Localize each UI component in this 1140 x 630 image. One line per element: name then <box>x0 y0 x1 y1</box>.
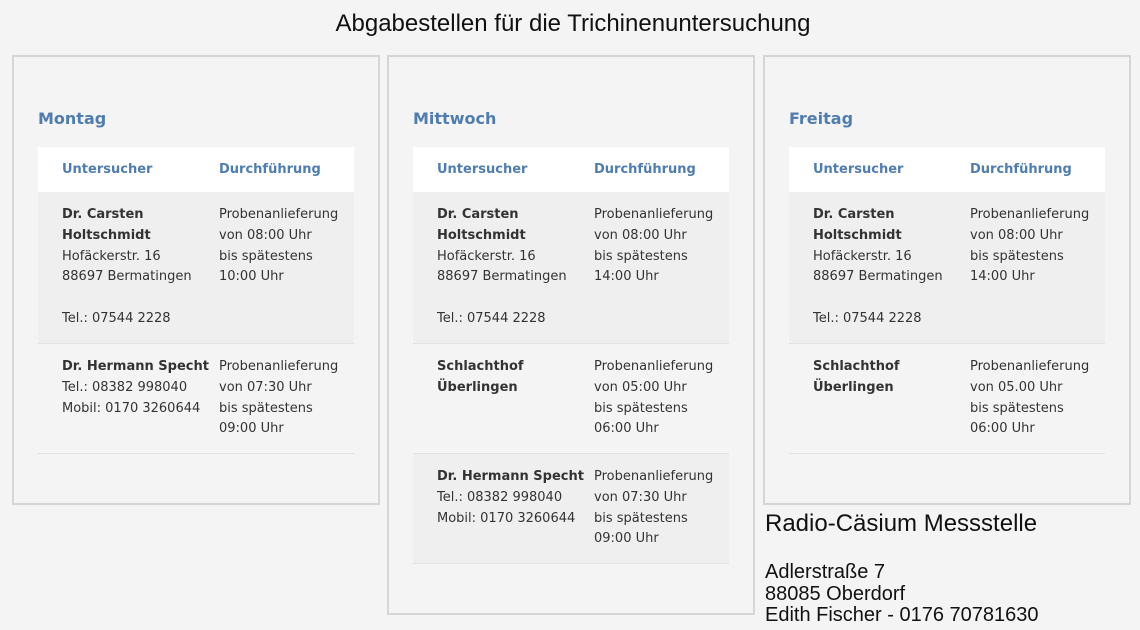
examiner-line: Überlingen <box>437 379 518 395</box>
execution-cell <box>594 357 729 440</box>
day-heading: Mittwoch <box>413 109 497 128</box>
execution-line: Probenanlieferung <box>594 207 714 222</box>
table-header <box>413 147 729 192</box>
execution-line: Probenanlieferung <box>219 207 339 222</box>
day-heading: Freitag <box>789 109 854 128</box>
column-header-examiner: Untersucher <box>62 162 153 177</box>
execution-cell <box>219 205 354 288</box>
examiner-line: Holtschmidt <box>437 227 526 243</box>
column-header-execution: Durchführung <box>970 162 1072 177</box>
station-city: 88085 Oberdorf <box>765 582 906 605</box>
execution-line: 09:00 Uhr <box>594 531 659 547</box>
execution-line: 14:00 Uhr <box>594 269 659 285</box>
examiner-line <box>437 288 587 309</box>
execution-line: von 05.00 Uhr <box>970 379 1063 395</box>
examiner-line: Tel.: 07544 2228 <box>813 310 922 326</box>
examiner-cell <box>813 357 963 399</box>
table-header <box>38 147 354 192</box>
execution-line: bis spätestens <box>970 248 1064 264</box>
execution-cell <box>219 357 354 440</box>
examiner-line: Dr. Hermann Specht <box>437 469 584 484</box>
table-row <box>413 344 729 454</box>
execution-line: 14:00 Uhr <box>970 269 1035 285</box>
execution-line: bis spätestens <box>219 400 313 416</box>
station-contact: Edith Fischer - 0176 70781630 <box>765 604 1039 626</box>
column-header-examiner: Untersucher <box>437 162 528 177</box>
day-card-monday <box>12 55 380 505</box>
execution-line: bis spätestens <box>594 248 688 264</box>
column-header-examiner: Untersucher <box>813 162 904 177</box>
examiner-line: Holtschmidt <box>813 227 902 243</box>
examiner-line: 88697 Bermatingen <box>813 269 943 285</box>
examiner-line: Tel.: 07544 2228 <box>437 310 546 326</box>
execution-line: von 07:30 Uhr <box>219 379 312 395</box>
station-street: Adlerstraße 7 <box>765 561 886 583</box>
examiner-line: Mobil: 0170 3260644 <box>437 510 576 526</box>
execution-line: bis spätestens <box>594 510 688 526</box>
examiner-cell <box>62 357 212 419</box>
execution-cell <box>970 205 1105 288</box>
examiner-line <box>813 288 963 309</box>
station-address <box>765 562 1039 627</box>
examiner-line: Dr. Hermann Specht <box>62 359 209 374</box>
execution-line: bis spätestens <box>219 248 313 264</box>
execution-line: von 07:30 Uhr <box>594 489 687 505</box>
execution-line: 06:00 Uhr <box>970 421 1035 437</box>
execution-line: Probenanlieferung <box>970 207 1090 222</box>
examiner-line: Tel.: 08382 998040 <box>62 379 188 395</box>
execution-line: von 08:00 Uhr <box>970 227 1063 243</box>
examiner-line: Dr. Carsten <box>437 207 519 222</box>
schedule-table <box>38 147 354 454</box>
examiner-line: Mobil: 0170 3260644 <box>62 400 201 416</box>
day-heading: Montag <box>38 109 107 128</box>
table-row <box>413 454 729 564</box>
examiner-cell <box>437 467 587 529</box>
execution-cell <box>594 205 729 288</box>
examiner-line: Schlachthof <box>813 359 900 374</box>
execution-line: Probenanlieferung <box>219 359 339 374</box>
examiner-line: Hofäckerstr. 16 <box>813 248 912 264</box>
station-title: Radio-Cäsium Messstelle <box>765 510 1038 537</box>
table-row <box>789 192 1105 344</box>
day-card-wednesday <box>387 55 755 615</box>
table-body <box>38 192 354 454</box>
execution-line: von 05:00 Uhr <box>594 379 687 395</box>
table-body <box>789 192 1105 454</box>
execution-line: 09:00 Uhr <box>219 421 284 437</box>
schedule-table <box>789 147 1105 454</box>
examiner-line: Hofäckerstr. 16 <box>437 248 536 264</box>
examiner-line: Hofäckerstr. 16 <box>62 248 161 264</box>
examiner-line: Dr. Carsten <box>62 207 144 222</box>
table-row <box>789 344 1105 454</box>
table-body <box>413 192 729 564</box>
table-row <box>413 192 729 344</box>
examiner-line: Tel.: 07544 2228 <box>62 310 171 326</box>
examiner-line: Dr. Carsten <box>813 207 895 222</box>
table-header <box>789 147 1105 192</box>
execution-line: 10:00 Uhr <box>219 269 284 285</box>
page-title: Abgabestellen für die Trichinenuntersuchung <box>335 10 811 37</box>
examiner-line: 88697 Bermatingen <box>62 269 192 285</box>
examiner-line: Schlachthof <box>437 359 524 374</box>
examiner-cell <box>813 205 963 330</box>
examiner-line: 88697 Bermatingen <box>437 269 567 285</box>
execution-line: 06:00 Uhr <box>594 421 659 437</box>
execution-cell <box>594 467 729 550</box>
column-header-execution: Durchführung <box>219 162 321 177</box>
execution-line: von 08:00 Uhr <box>594 227 687 243</box>
execution-line: bis spätestens <box>970 400 1064 416</box>
examiner-cell <box>62 205 212 330</box>
execution-line: von 08:00 Uhr <box>219 227 312 243</box>
schedule-table <box>413 147 729 564</box>
column-header-execution: Durchführung <box>594 162 696 177</box>
examiner-line: Überlingen <box>813 379 894 395</box>
examiner-cell <box>437 357 587 399</box>
examiner-line: Tel.: 08382 998040 <box>437 489 563 505</box>
examiner-line <box>62 288 212 309</box>
examiner-line: Holtschmidt <box>62 227 151 243</box>
execution-line: Probenanlieferung <box>594 359 714 374</box>
table-row <box>38 192 354 344</box>
execution-line: Probenanlieferung <box>594 469 714 484</box>
day-card-friday <box>763 55 1131 505</box>
execution-line: Probenanlieferung <box>970 359 1090 374</box>
table-row <box>38 344 354 454</box>
execution-cell <box>970 357 1105 440</box>
execution-line: bis spätestens <box>594 400 688 416</box>
measurement-station-info <box>765 510 1039 627</box>
examiner-cell <box>437 205 587 330</box>
